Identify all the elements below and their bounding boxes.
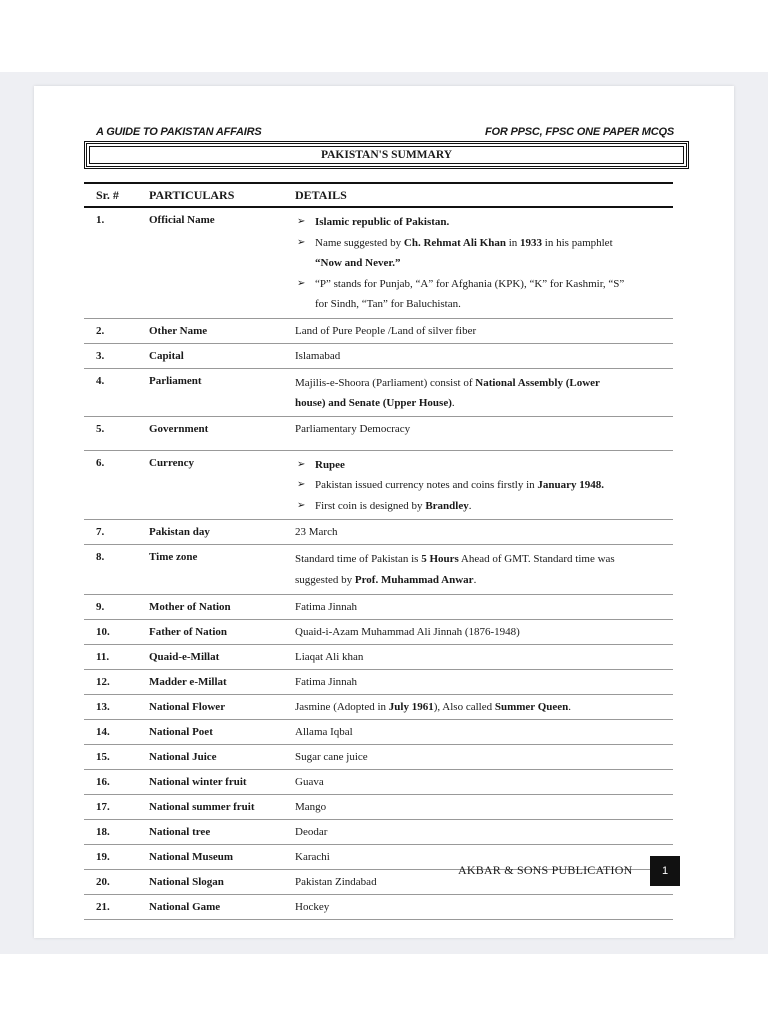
- row-detail: Allama Iqbal: [295, 720, 673, 745]
- header-details: DETAILS: [295, 183, 673, 207]
- bottom-margin: [0, 954, 768, 1024]
- table-row: [84, 520, 673, 545]
- row-detail: Karachi: [295, 845, 673, 870]
- row-sr: 18.: [84, 820, 149, 845]
- row-particular: Parliament: [149, 368, 295, 416]
- row-detail: Fatima Jinnah: [295, 670, 673, 695]
- row-particular: Quaid-e-Millat: [149, 645, 295, 670]
- row-sr: 13.: [84, 695, 149, 720]
- table-row: [84, 343, 673, 368]
- row-detail: Deodar: [295, 820, 673, 845]
- row-detail: Liaqat Ali khan: [295, 645, 673, 670]
- row-particular: National Flower: [149, 695, 295, 720]
- row-particular: National winter fruit: [149, 770, 295, 795]
- row-sr: 5.: [84, 416, 149, 450]
- table-row: [84, 745, 673, 770]
- row-sr: 1.: [84, 207, 149, 318]
- row-sr: 6.: [84, 450, 149, 520]
- list-item: ➢ First coin is designed by Brandley.: [295, 496, 673, 517]
- row-sr: 8.: [84, 545, 149, 595]
- row-sr: 4.: [84, 368, 149, 416]
- arrow-bullet-icon: ➢: [297, 499, 306, 511]
- document-page: [34, 86, 734, 938]
- page-number: 1: [650, 856, 680, 886]
- row-sr: 19.: [84, 845, 149, 870]
- summary-table: [84, 182, 673, 920]
- row-detail: 23 March: [295, 520, 673, 545]
- row-sr: 17.: [84, 795, 149, 820]
- row-sr: 7.: [84, 520, 149, 545]
- row-particular: National summer fruit: [149, 795, 295, 820]
- list-item: ➢ Rupee: [295, 455, 673, 476]
- row-detail: Islamabad: [295, 343, 673, 368]
- table-row: [84, 450, 673, 520]
- table-header-row: [84, 183, 673, 207]
- table-row: [84, 770, 673, 795]
- table-row: [84, 720, 673, 745]
- table-row: [84, 820, 673, 845]
- row-particular: Government: [149, 416, 295, 450]
- header-sr: Sr. #: [84, 183, 149, 207]
- table-row: [84, 795, 673, 820]
- row-detail: Jasmine (Adopted in July 1961), Also called Summer Queen.: [295, 695, 673, 720]
- row-detail: Mango: [295, 795, 673, 820]
- list-item: ➢ “P” stands for Punjab, “A” for Afghania (KPK), “K” for Kashmir, “S” for Sindh, “Tan” for Baluchistan.: [295, 274, 673, 315]
- row-detail: Fatima Jinnah: [295, 595, 673, 620]
- row-detail: [295, 450, 673, 520]
- list-item: ➢ Name suggested by Ch. Rehmat Ali Khan in 1933 in his pamphlet “Now and Never.”: [295, 233, 673, 274]
- row-particular: Currency: [149, 450, 295, 520]
- header-right: FOR PPSC, FPSC ONE PAPER MCQS: [485, 126, 674, 138]
- row-particular: Madder e-Millat: [149, 670, 295, 695]
- row-detail: Majilis-e-Shoora (Parliament) consist of National Assembly (Lower house) and Senate (Upper House).: [295, 368, 673, 416]
- arrow-bullet-icon: ➢: [297, 277, 306, 289]
- row-detail: Parliamentary Democracy: [295, 416, 673, 450]
- row-detail: [295, 207, 673, 318]
- header-particulars: PARTICULARS: [149, 183, 295, 207]
- row-sr: 3.: [84, 343, 149, 368]
- row-particular: Mother of Nation: [149, 595, 295, 620]
- table-row: [84, 645, 673, 670]
- row-detail: Hockey: [295, 895, 673, 920]
- row-particular: Time zone: [149, 545, 295, 595]
- table-row: [84, 670, 673, 695]
- table-row: [84, 620, 673, 645]
- row-particular: National tree: [149, 820, 295, 845]
- page-title: PAKISTAN'S SUMMARY: [89, 146, 684, 164]
- row-sr: 2.: [84, 318, 149, 343]
- row-detail: Guava: [295, 770, 673, 795]
- arrow-bullet-icon: ➢: [297, 458, 306, 470]
- row-sr: 11.: [84, 645, 149, 670]
- row-particular: National Poet: [149, 720, 295, 745]
- table-row: [84, 545, 673, 595]
- table-row: [84, 368, 673, 416]
- publisher-name: AKBAR & SONS PUBLICATION: [458, 863, 633, 877]
- arrow-bullet-icon: ➢: [297, 216, 306, 227]
- row-detail: Sugar cane juice: [295, 745, 673, 770]
- arrow-bullet-icon: ➢: [297, 479, 306, 490]
- row-particular: National Juice: [149, 745, 295, 770]
- row-sr: 10.: [84, 620, 149, 645]
- row-sr: 20.: [84, 870, 149, 895]
- arrow-bullet-icon: ➢: [297, 236, 306, 248]
- table-row: [84, 895, 673, 920]
- row-detail: Quaid-i-Azam Muhammad Ali Jinnah (1876-1948): [295, 620, 673, 645]
- row-sr: 16.: [84, 770, 149, 795]
- table-row: [84, 695, 673, 720]
- list-item: ➢ Islamic republic of Pakistan.: [295, 212, 673, 233]
- row-sr: 12.: [84, 670, 149, 695]
- top-margin: [0, 0, 768, 72]
- row-particular: National Game: [149, 895, 295, 920]
- row-sr: 9.: [84, 595, 149, 620]
- row-particular: National Museum: [149, 845, 295, 870]
- title-box: [84, 141, 689, 169]
- row-particular: Pakistan day: [149, 520, 295, 545]
- row-particular: National Slogan: [149, 870, 295, 895]
- row-sr: 21.: [84, 895, 149, 920]
- table-row: [84, 595, 673, 620]
- row-sr: 14.: [84, 720, 149, 745]
- row-particular: Father of Nation: [149, 620, 295, 645]
- row-particular: Official Name: [149, 207, 295, 318]
- table-row: [84, 207, 673, 318]
- row-particular: Capital: [149, 343, 295, 368]
- table-row: [84, 416, 673, 450]
- row-sr: 15.: [84, 745, 149, 770]
- list-item: ➢ Pakistan issued currency notes and coins firstly in January 1948.: [295, 475, 673, 496]
- row-particular: Other Name: [149, 318, 295, 343]
- row-detail: Land of Pure People /Land of silver fiber: [295, 318, 673, 343]
- table-row: [84, 318, 673, 343]
- row-detail: Standard time of Pakistan is 5 Hours Ahead of GMT. Standard time was suggested by Prof. Muhammad Anwar.: [295, 545, 673, 595]
- header-left: A GUIDE TO PAKISTAN AFFAIRS: [96, 126, 262, 138]
- row-detail: Pakistan Zindabad: [295, 870, 673, 895]
